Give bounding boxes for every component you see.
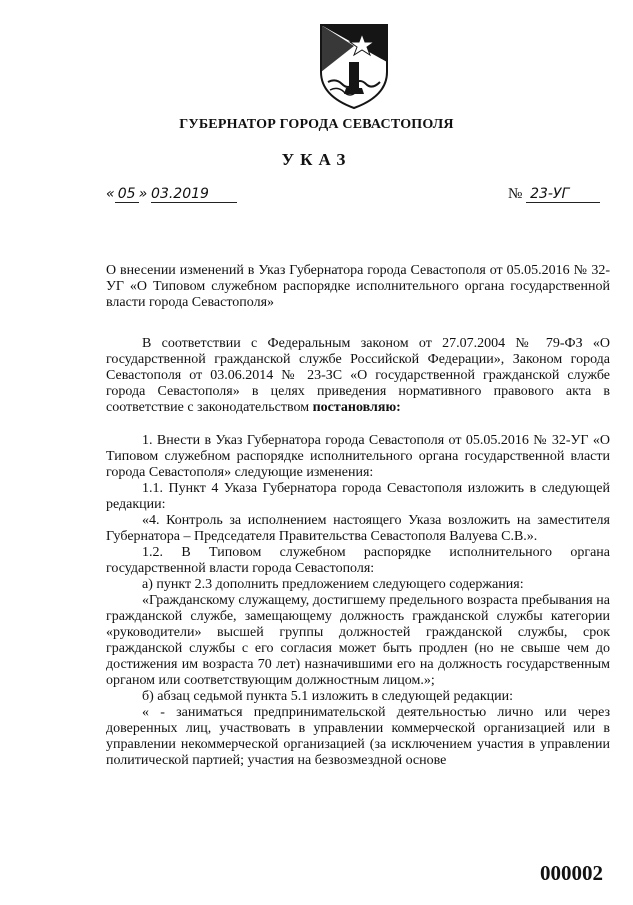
decree-number — [508, 186, 600, 203]
body-paragraph: 1. Внести в Указ Губернатора города Севастополя от 05.05.2016 № 32-УГ «О Типовом служебном распорядке исполнительного органа государственной власти города Севастополя» следующие изменения: — [106, 433, 610, 480]
decree-word: постановляю: — [312, 400, 401, 415]
body-paragraph: 1.2. В Типовом служебном распорядке исполнительного органа государственной власти города Севастополя: — [106, 545, 610, 576]
body-paragraph: б) абзац седьмой пункта 5.1 изложить в следующей редакции: — [142, 689, 514, 704]
date-quote-open: « — [106, 186, 115, 202]
document-serial-number: 000002 — [540, 861, 603, 885]
body-paragraph: « - заниматься предпринимательской деятельностью лично или через доверенных лиц, участвовать в управлении коммерческой организацией или в управлении некоммерческой организацией (за исключением участия в управлении политической партией; участия на безвозмездной основе — [106, 705, 610, 768]
body-paragraph: «Гражданскому служащему, достигшему предельного возраста пребывания на гражданской службе, замещающему должность гражданской службы категории «руководители» высшей группы должностей гражданской службы, срок гражданской службы с его согласия может быть продлен (но не свыше чем до достижения им возраста 70 лет) назначившими его на должность государственным органом или соответствующим должностным лицом.»; — [106, 593, 610, 688]
decree-number-handwritten: 23-УГ — [526, 186, 600, 203]
body-paragraph: «4. Контроль за исполнением настоящего Указа возложить на заместителя Губернатора – Председателя Правительства Севастополя Валуева С.В.». — [106, 513, 610, 544]
preamble — [106, 336, 610, 416]
date-quote-close: » — [138, 186, 148, 202]
issuing-authority-heading: ГУБЕРНАТОР ГОРОДА СЕВАСТОПОЛЯ — [179, 117, 454, 132]
decree-subject — [106, 263, 610, 311]
body-paragraph: 1.1. Пункт 4 Указа Губернатора города Севастополя изложить в следующей редакции: — [106, 481, 610, 512]
decree-date — [106, 186, 237, 203]
date-month-year-handwritten: 03.2019 — [151, 186, 237, 203]
date-day-handwritten: 05 — [115, 186, 139, 203]
body-paragraph: а) пункт 2.3 дополнить предложением следующего содержания: — [142, 577, 524, 592]
preamble-paragraph — [106, 336, 610, 416]
sevastopol-coat-of-arms-icon — [318, 22, 390, 110]
decree-body — [106, 433, 610, 769]
number-sign: № — [508, 186, 523, 202]
preamble-text: В соответствии с Федеральным законом от 27.07.2004 № 79-ФЗ «О государственной гражданской службе Российской Федерации», Законом города Севастополя от 03.06.2014 № 23-ЗС «О государственной гражданской службе города Севастополя» в целях приведения нормативного правового акта в соответствие с законодательством — [106, 336, 610, 415]
subject-text: О внесении изменений в Указ Губернатора города Севастополя от 05.05.2016 № 32-УГ «О Типовом служебном распорядке исполнительного органа государственной власти города Севастополя» — [106, 263, 610, 310]
document-type-title: УКАЗ — [281, 150, 352, 169]
